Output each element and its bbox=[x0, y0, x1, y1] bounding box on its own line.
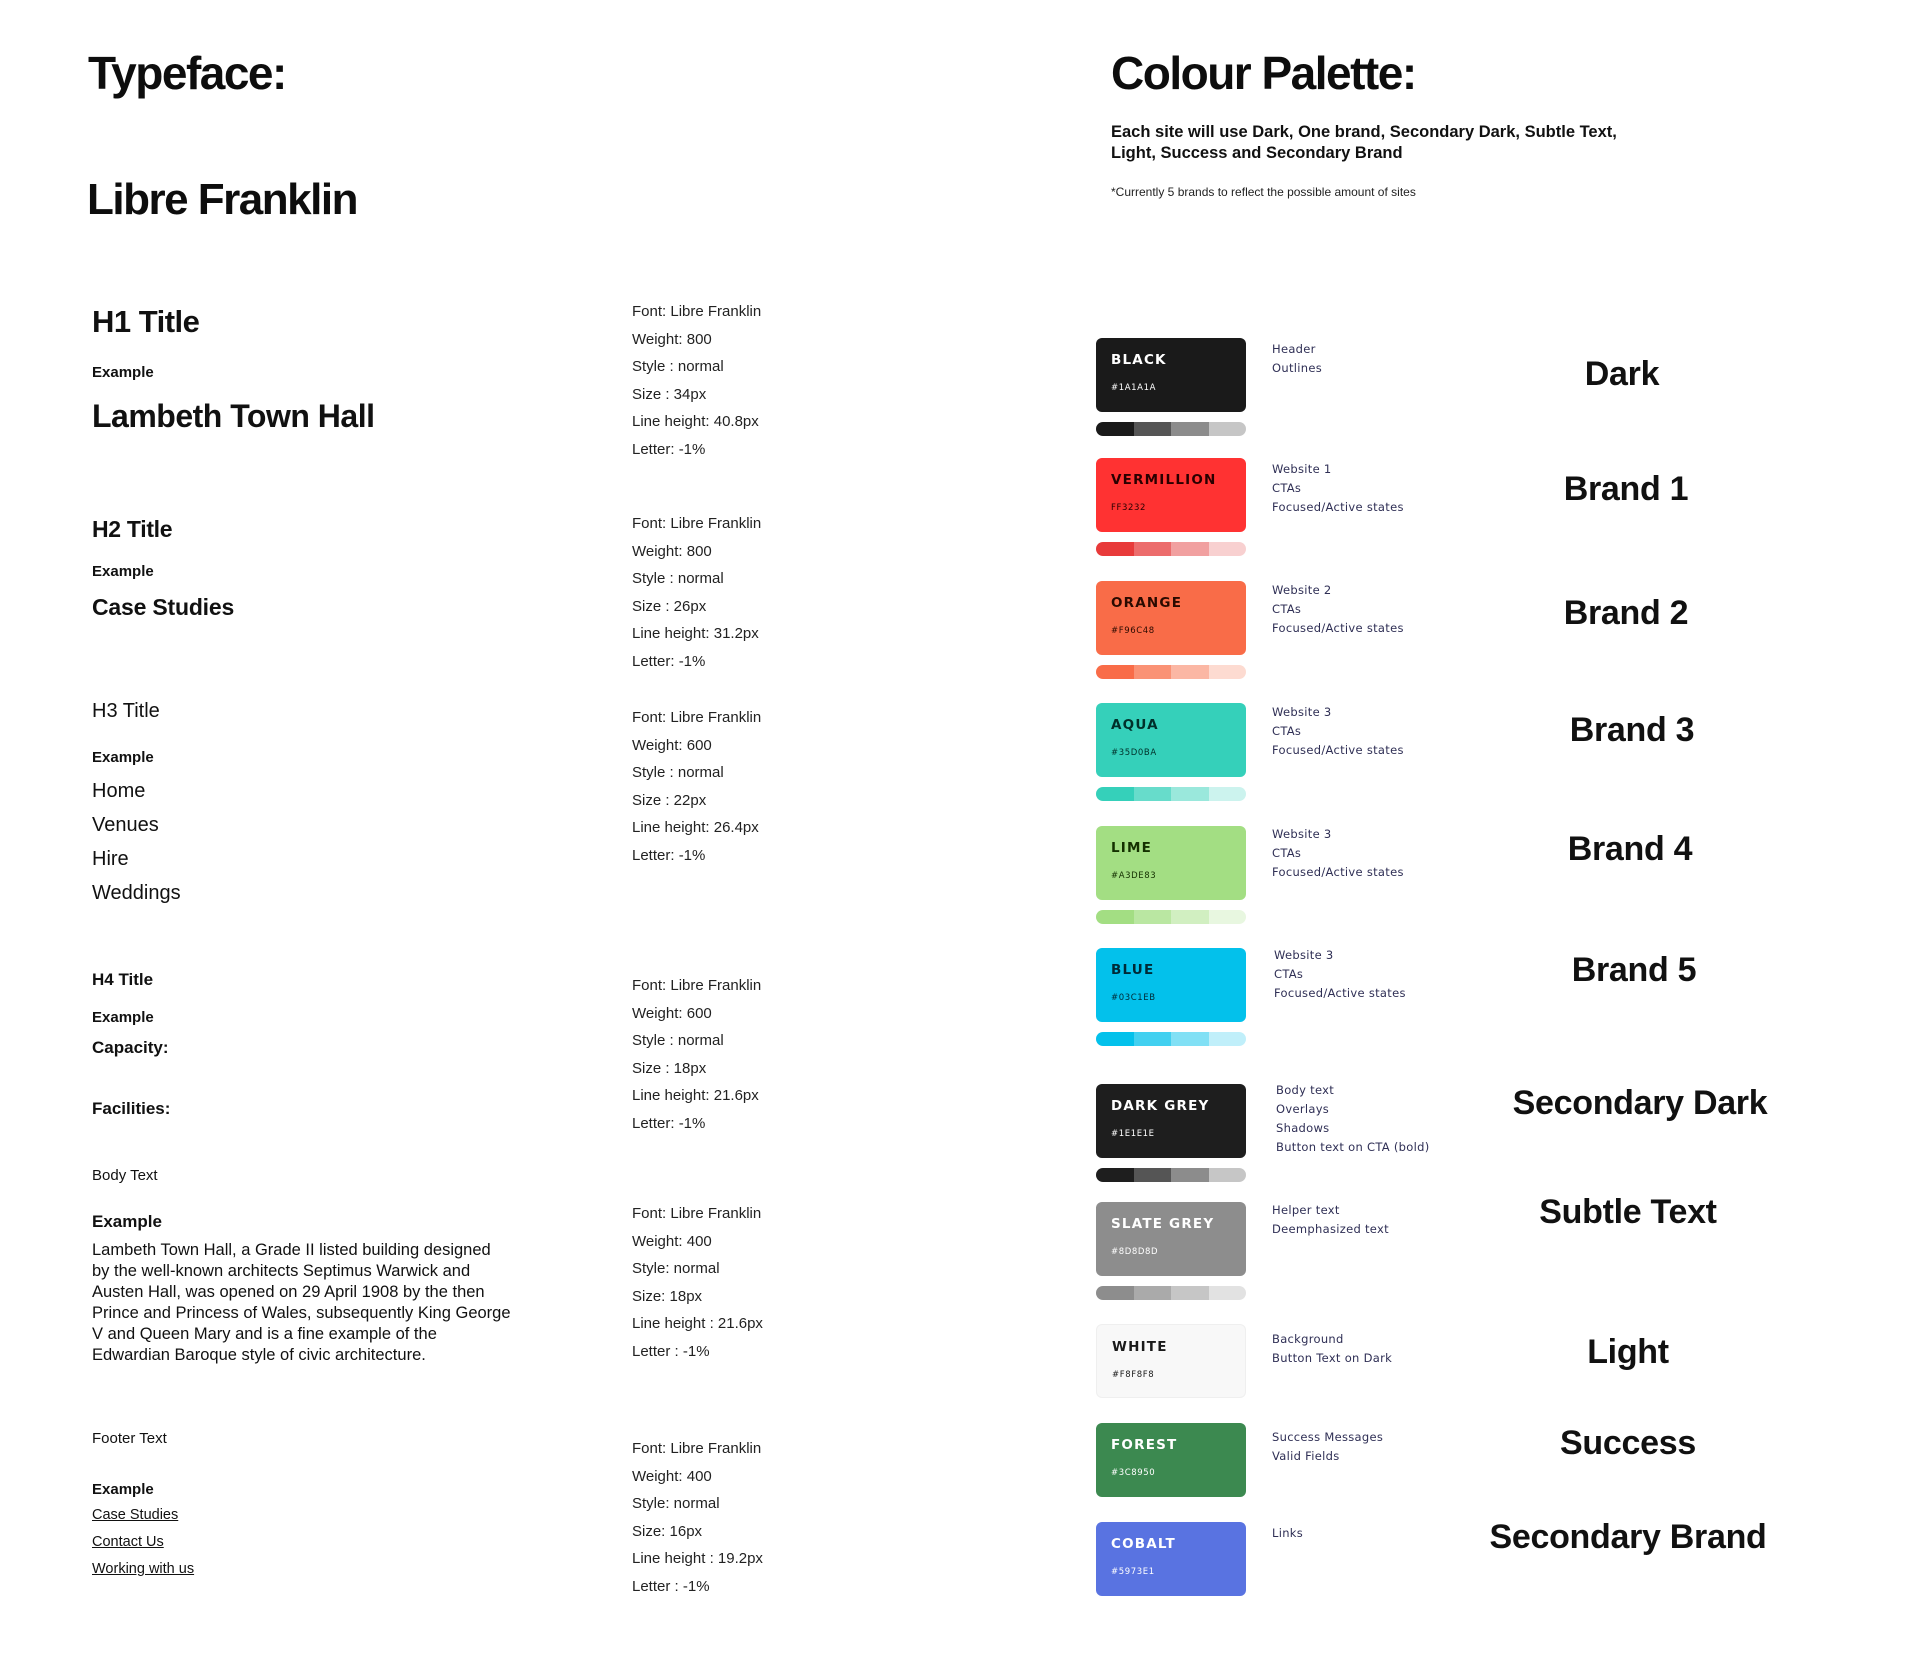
usage-line: Website 3 bbox=[1274, 948, 1334, 962]
usage-line: Helper text bbox=[1272, 1203, 1340, 1217]
tint-step bbox=[1171, 665, 1209, 679]
body-text-label: Body Text bbox=[92, 1167, 158, 1184]
h4-example-facilities: Facilities: bbox=[92, 1099, 171, 1118]
color-role: Light bbox=[1587, 1333, 1669, 1371]
color-usage bbox=[1272, 1201, 1389, 1239]
tint-step bbox=[1134, 787, 1172, 801]
spec-line: Letter: -1% bbox=[632, 440, 706, 458]
h1-title-label: H1 Title bbox=[92, 304, 200, 339]
spec-line: Style : normal bbox=[632, 764, 724, 781]
color-name: COBALT bbox=[1111, 1536, 1176, 1552]
tint-scale bbox=[1096, 1032, 1246, 1046]
spec-line: Font: Libre Franklin bbox=[632, 977, 762, 994]
spec-line: Style: normal bbox=[632, 1495, 720, 1512]
color-hex: #35D0BA bbox=[1111, 748, 1157, 758]
font-name: Libre Franklin bbox=[87, 175, 357, 224]
h1-example-label: Example bbox=[92, 364, 154, 381]
spec-line: Letter: -1% bbox=[632, 652, 706, 670]
usage-line: Background bbox=[1272, 1332, 1344, 1346]
tint-step bbox=[1171, 787, 1209, 801]
color-usage bbox=[1272, 1330, 1392, 1368]
tint-step bbox=[1134, 422, 1172, 436]
tint-step bbox=[1096, 665, 1134, 679]
spec-line: Weight: 400 bbox=[632, 1467, 712, 1485]
spec-line: Font: Libre Franklin bbox=[632, 515, 762, 532]
tint-step bbox=[1134, 1032, 1172, 1046]
h4-spec bbox=[632, 972, 761, 1137]
tint-step bbox=[1171, 1286, 1209, 1300]
spec-line: Line height: 40.8px bbox=[632, 413, 759, 430]
spec-line: Size : 22px bbox=[632, 791, 707, 809]
color-name: BLACK bbox=[1111, 352, 1167, 368]
color-usage bbox=[1272, 340, 1322, 378]
color-name: VERMILLION bbox=[1111, 472, 1217, 488]
tint-step bbox=[1096, 910, 1134, 924]
color-swatch bbox=[1096, 1202, 1246, 1276]
tint-scale bbox=[1096, 787, 1246, 801]
spec-line: Line height: 26.4px bbox=[632, 819, 759, 836]
tint-scale bbox=[1096, 422, 1246, 436]
tint-step bbox=[1171, 1032, 1209, 1046]
tint-step bbox=[1134, 1286, 1172, 1300]
spec-line: Font: Libre Franklin bbox=[632, 709, 762, 726]
color-swatch bbox=[1096, 581, 1246, 655]
usage-line: Deemphasized text bbox=[1272, 1222, 1389, 1236]
color-swatch bbox=[1096, 1084, 1246, 1158]
tint-step bbox=[1209, 1032, 1247, 1046]
h4-title-label: H4 Title bbox=[92, 970, 154, 989]
palette-subtitle: Each site will use Dark, One brand, Secondary Dark, Subtle Text, Light, Success and Secondary Brand bbox=[1111, 123, 1617, 162]
color-hex: FF3232 bbox=[1111, 503, 1147, 513]
color-usage bbox=[1272, 581, 1404, 638]
spec-line: Weight: 600 bbox=[632, 1004, 712, 1022]
spec-line: Style: normal bbox=[632, 1260, 720, 1277]
spec-line: Size: 16px bbox=[632, 1522, 703, 1540]
usage-line: Website 1 bbox=[1272, 462, 1332, 476]
tint-step bbox=[1209, 665, 1247, 679]
usage-line: Website 3 bbox=[1272, 705, 1332, 719]
color-role: Brand 1 bbox=[1563, 470, 1689, 508]
color-usage bbox=[1276, 1081, 1430, 1157]
spec-line: Style : normal bbox=[632, 570, 724, 587]
h1-spec bbox=[632, 298, 761, 463]
usage-line: Focused/Active states bbox=[1272, 743, 1404, 757]
tint-step bbox=[1096, 1286, 1134, 1300]
h3-example-item: Weddings bbox=[92, 882, 181, 904]
tint-step bbox=[1096, 542, 1134, 556]
footer-link-contact-us[interactable]: Contact Us bbox=[92, 1534, 164, 1550]
palette-note: *Currently 5 brands to reflect the possible amount of sites bbox=[1111, 185, 1416, 199]
usage-line: Focused/Active states bbox=[1274, 986, 1406, 1000]
color-name: SLATE GREY bbox=[1111, 1216, 1215, 1232]
color-role: Success bbox=[1560, 1424, 1696, 1462]
h2-title-label: H2 Title bbox=[92, 516, 173, 542]
footer-link-case-studies[interactable]: Case Studies bbox=[92, 1507, 179, 1523]
spec-line: Line height: 21.6px bbox=[632, 1087, 759, 1104]
color-name: BLUE bbox=[1111, 962, 1155, 978]
color-swatch bbox=[1096, 948, 1246, 1022]
typeface-title: Typeface: bbox=[88, 47, 286, 99]
tint-step bbox=[1209, 1168, 1247, 1182]
spec-line: Weight: 800 bbox=[632, 542, 712, 560]
footer-link-working-with-us[interactable]: Working with us bbox=[92, 1561, 195, 1577]
tint-scale bbox=[1096, 1168, 1246, 1182]
color-usage bbox=[1274, 946, 1406, 1003]
spec-line: Style : normal bbox=[632, 1032, 724, 1049]
usage-line: Focused/Active states bbox=[1272, 865, 1404, 879]
tint-step bbox=[1209, 422, 1247, 436]
color-usage bbox=[1272, 460, 1404, 517]
color-hex: #03C1EB bbox=[1111, 993, 1156, 1003]
color-swatch bbox=[1096, 338, 1246, 412]
palette-title: Colour Palette: bbox=[1111, 47, 1416, 99]
tint-scale bbox=[1096, 542, 1246, 556]
color-usage bbox=[1272, 703, 1404, 760]
footer-example-label: Example bbox=[92, 1481, 154, 1498]
h3-example-label: Example bbox=[92, 749, 154, 766]
h1-example: Lambeth Town Hall bbox=[92, 398, 375, 434]
color-usage bbox=[1272, 1428, 1383, 1466]
footer-text-label: Footer Text bbox=[92, 1430, 167, 1447]
spec-line: Letter : -1% bbox=[632, 1342, 710, 1360]
color-swatch bbox=[1096, 1324, 1246, 1398]
usage-line: Focused/Active states bbox=[1272, 500, 1404, 514]
color-hex: #A3DE83 bbox=[1111, 871, 1157, 881]
usage-line: Success Messages bbox=[1272, 1430, 1384, 1444]
color-hex: #F8F8F8 bbox=[1112, 1370, 1155, 1380]
tint-step bbox=[1134, 542, 1172, 556]
tint-step bbox=[1209, 787, 1247, 801]
spec-line: Weight: 800 bbox=[632, 330, 712, 348]
color-hex: #1A1A1A bbox=[1111, 383, 1156, 393]
h3-example-item: Home bbox=[92, 780, 146, 802]
spec-line: Size: 18px bbox=[632, 1287, 703, 1305]
tint-step bbox=[1096, 422, 1134, 436]
usage-line: CTAs bbox=[1272, 724, 1302, 738]
usage-line: Body text bbox=[1276, 1083, 1335, 1097]
h2-example: Case Studies bbox=[92, 594, 235, 620]
usage-line: Links bbox=[1272, 1526, 1304, 1540]
spec-line: Letter: -1% bbox=[632, 846, 706, 864]
tint-step bbox=[1171, 910, 1209, 924]
h4-example-label: Example bbox=[92, 1009, 154, 1026]
tint-step bbox=[1171, 1168, 1209, 1182]
color-swatch bbox=[1096, 1423, 1246, 1497]
color-role: Brand 2 bbox=[1563, 594, 1689, 632]
spec-line: Letter : -1% bbox=[632, 1577, 710, 1595]
h3-examples bbox=[92, 774, 181, 910]
color-usage bbox=[1272, 825, 1404, 882]
spec-line: Weight: 400 bbox=[632, 1232, 712, 1250]
color-swatch bbox=[1096, 826, 1246, 900]
spec-line: Line height: 31.2px bbox=[632, 625, 759, 642]
spec-line: Size : 34px bbox=[632, 385, 707, 403]
spec-line: Font: Libre Franklin bbox=[632, 1440, 762, 1457]
color-role: Secondary Dark bbox=[1512, 1084, 1768, 1122]
color-hex: #3C8950 bbox=[1111, 1468, 1156, 1478]
usage-line: Shadows bbox=[1276, 1121, 1330, 1135]
spec-line: Font: Libre Franklin bbox=[632, 303, 762, 320]
tint-step bbox=[1134, 910, 1172, 924]
color-name: FOREST bbox=[1111, 1437, 1178, 1453]
color-role: Secondary Brand bbox=[1489, 1518, 1767, 1556]
usage-line: Focused/Active states bbox=[1272, 621, 1404, 635]
color-role: Brand 4 bbox=[1567, 830, 1693, 868]
usage-line: Website 2 bbox=[1272, 583, 1332, 597]
color-name: AQUA bbox=[1111, 717, 1159, 733]
color-name: WHITE bbox=[1112, 1339, 1168, 1355]
tint-step bbox=[1171, 422, 1209, 436]
color-role: Brand 5 bbox=[1571, 951, 1697, 989]
usage-line: Outlines bbox=[1272, 361, 1322, 375]
color-swatch bbox=[1096, 703, 1246, 777]
spec-line: Letter: -1% bbox=[632, 1114, 706, 1132]
color-name: LIME bbox=[1111, 840, 1153, 856]
spec-line: Font: Libre Franklin bbox=[632, 1205, 762, 1222]
usage-line: CTAs bbox=[1272, 602, 1302, 616]
color-role: Subtle Text bbox=[1539, 1193, 1717, 1231]
usage-line: CTAs bbox=[1274, 967, 1304, 981]
h3-title-label: H3 Title bbox=[92, 700, 160, 722]
h3-example-item: Venues bbox=[92, 814, 159, 836]
body-spec bbox=[632, 1200, 763, 1365]
tint-step bbox=[1096, 787, 1134, 801]
spec-line: Size : 18px bbox=[632, 1059, 707, 1077]
body-example-label: Example bbox=[92, 1212, 162, 1231]
usage-line: Website 3 bbox=[1272, 827, 1332, 841]
tint-step bbox=[1209, 1286, 1247, 1300]
h4-example-capacity: Capacity: bbox=[92, 1038, 169, 1057]
usage-line: CTAs bbox=[1272, 481, 1302, 495]
footer-links bbox=[92, 1502, 194, 1583]
spec-line: Size : 26px bbox=[632, 597, 707, 615]
tint-step bbox=[1134, 1168, 1172, 1182]
color-hex: #8D8D8D bbox=[1111, 1247, 1159, 1257]
tint-step bbox=[1096, 1168, 1134, 1182]
usage-line: Header bbox=[1272, 342, 1316, 356]
color-hex: #F96C48 bbox=[1111, 626, 1155, 636]
tint-step bbox=[1209, 542, 1247, 556]
color-role: Dark bbox=[1584, 355, 1660, 393]
tint-step bbox=[1096, 1032, 1134, 1046]
h2-spec bbox=[632, 510, 761, 675]
tint-step bbox=[1134, 665, 1172, 679]
tint-scale bbox=[1096, 910, 1246, 924]
body-example: Lambeth Town Hall, a Grade II listed building designed by the well-known architects Septimus Warwick and Austen Hall, was opened on 29 April 1908 by the then Prince and Princess of Wales, subsequently King George V and Queen Mary and is a fine example of the Edwardian Baroque style of civic architecture. bbox=[92, 1241, 511, 1364]
spec-line: Line height : 19.2px bbox=[632, 1550, 763, 1567]
tint-step bbox=[1209, 910, 1247, 924]
color-hex: #5973E1 bbox=[1111, 1567, 1155, 1577]
usage-line: Overlays bbox=[1276, 1102, 1330, 1116]
color-name: ORANGE bbox=[1111, 595, 1183, 611]
color-name: DARK GREY bbox=[1111, 1098, 1210, 1114]
spec-line: Line height : 21.6px bbox=[632, 1315, 763, 1332]
h3-spec bbox=[632, 704, 761, 869]
color-hex: #1E1E1E bbox=[1111, 1129, 1155, 1139]
color-usage bbox=[1272, 1524, 1303, 1543]
tint-step bbox=[1171, 542, 1209, 556]
usage-line: Button text on CTA (bold) bbox=[1276, 1140, 1430, 1154]
spec-line: Weight: 600 bbox=[632, 736, 712, 754]
h2-example-label: Example bbox=[92, 563, 154, 580]
color-role: Brand 3 bbox=[1569, 711, 1695, 749]
footer-spec bbox=[632, 1435, 763, 1600]
color-swatch bbox=[1096, 458, 1246, 532]
color-swatch bbox=[1096, 1522, 1246, 1596]
usage-line: Button Text on Dark bbox=[1272, 1351, 1393, 1365]
usage-line: Valid Fields bbox=[1272, 1449, 1340, 1463]
spec-line: Style : normal bbox=[632, 358, 724, 375]
tint-scale bbox=[1096, 1286, 1246, 1300]
tint-scale bbox=[1096, 665, 1246, 679]
usage-line: CTAs bbox=[1272, 846, 1302, 860]
h3-example-item: Hire bbox=[92, 848, 129, 870]
